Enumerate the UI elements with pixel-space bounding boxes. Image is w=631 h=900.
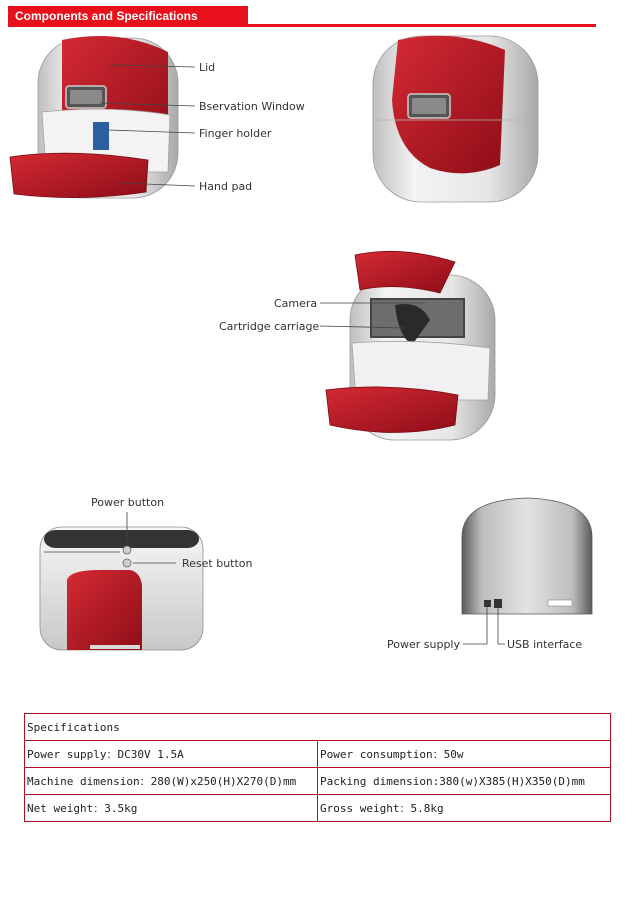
callout-cartridge-carriage: Cartridge carriage [219,320,320,333]
spec-power-supply: Power supply：DC30V 1.5A [25,741,318,768]
device-rear-view [462,498,592,614]
table-row [25,741,611,768]
callout-hand-pad: Hand pad [199,180,253,193]
spec-power-consumption: Power consumption：50w [318,741,611,768]
device-open-front [10,36,178,198]
callout-observation-window: Bservation Window [199,100,305,113]
specifications-table [24,713,611,822]
callout-power-supply: Power supply [387,638,460,651]
table-row [25,795,611,822]
table-row [25,714,611,741]
device-top-view [40,527,203,650]
spec-machine-dimension: Machine dimension：280(W)x250(H)X270(D)mm [25,768,318,795]
device-open-top [326,251,495,440]
callout-reset-button: Reset button [182,557,253,570]
device-closed [373,36,538,202]
spec-packing-dimension: Packing dimension:380(w)X385(H)X350(D)mm [318,768,611,795]
callout-finger-holder: Finger holder [199,127,272,140]
table-row [25,768,611,795]
spec-heading: Specifications [25,714,611,741]
callout-usb-interface: USB interface [507,638,583,651]
spec-net-weight: Net weight：3.5kg [25,795,318,822]
section-title: Components and Specifications [8,6,248,27]
callout-lid: Lid [199,61,216,74]
callout-power-button: Power button [91,496,165,509]
spec-gross-weight: Gross weight：5.8kg [318,795,611,822]
callout-camera: Camera [274,297,318,310]
